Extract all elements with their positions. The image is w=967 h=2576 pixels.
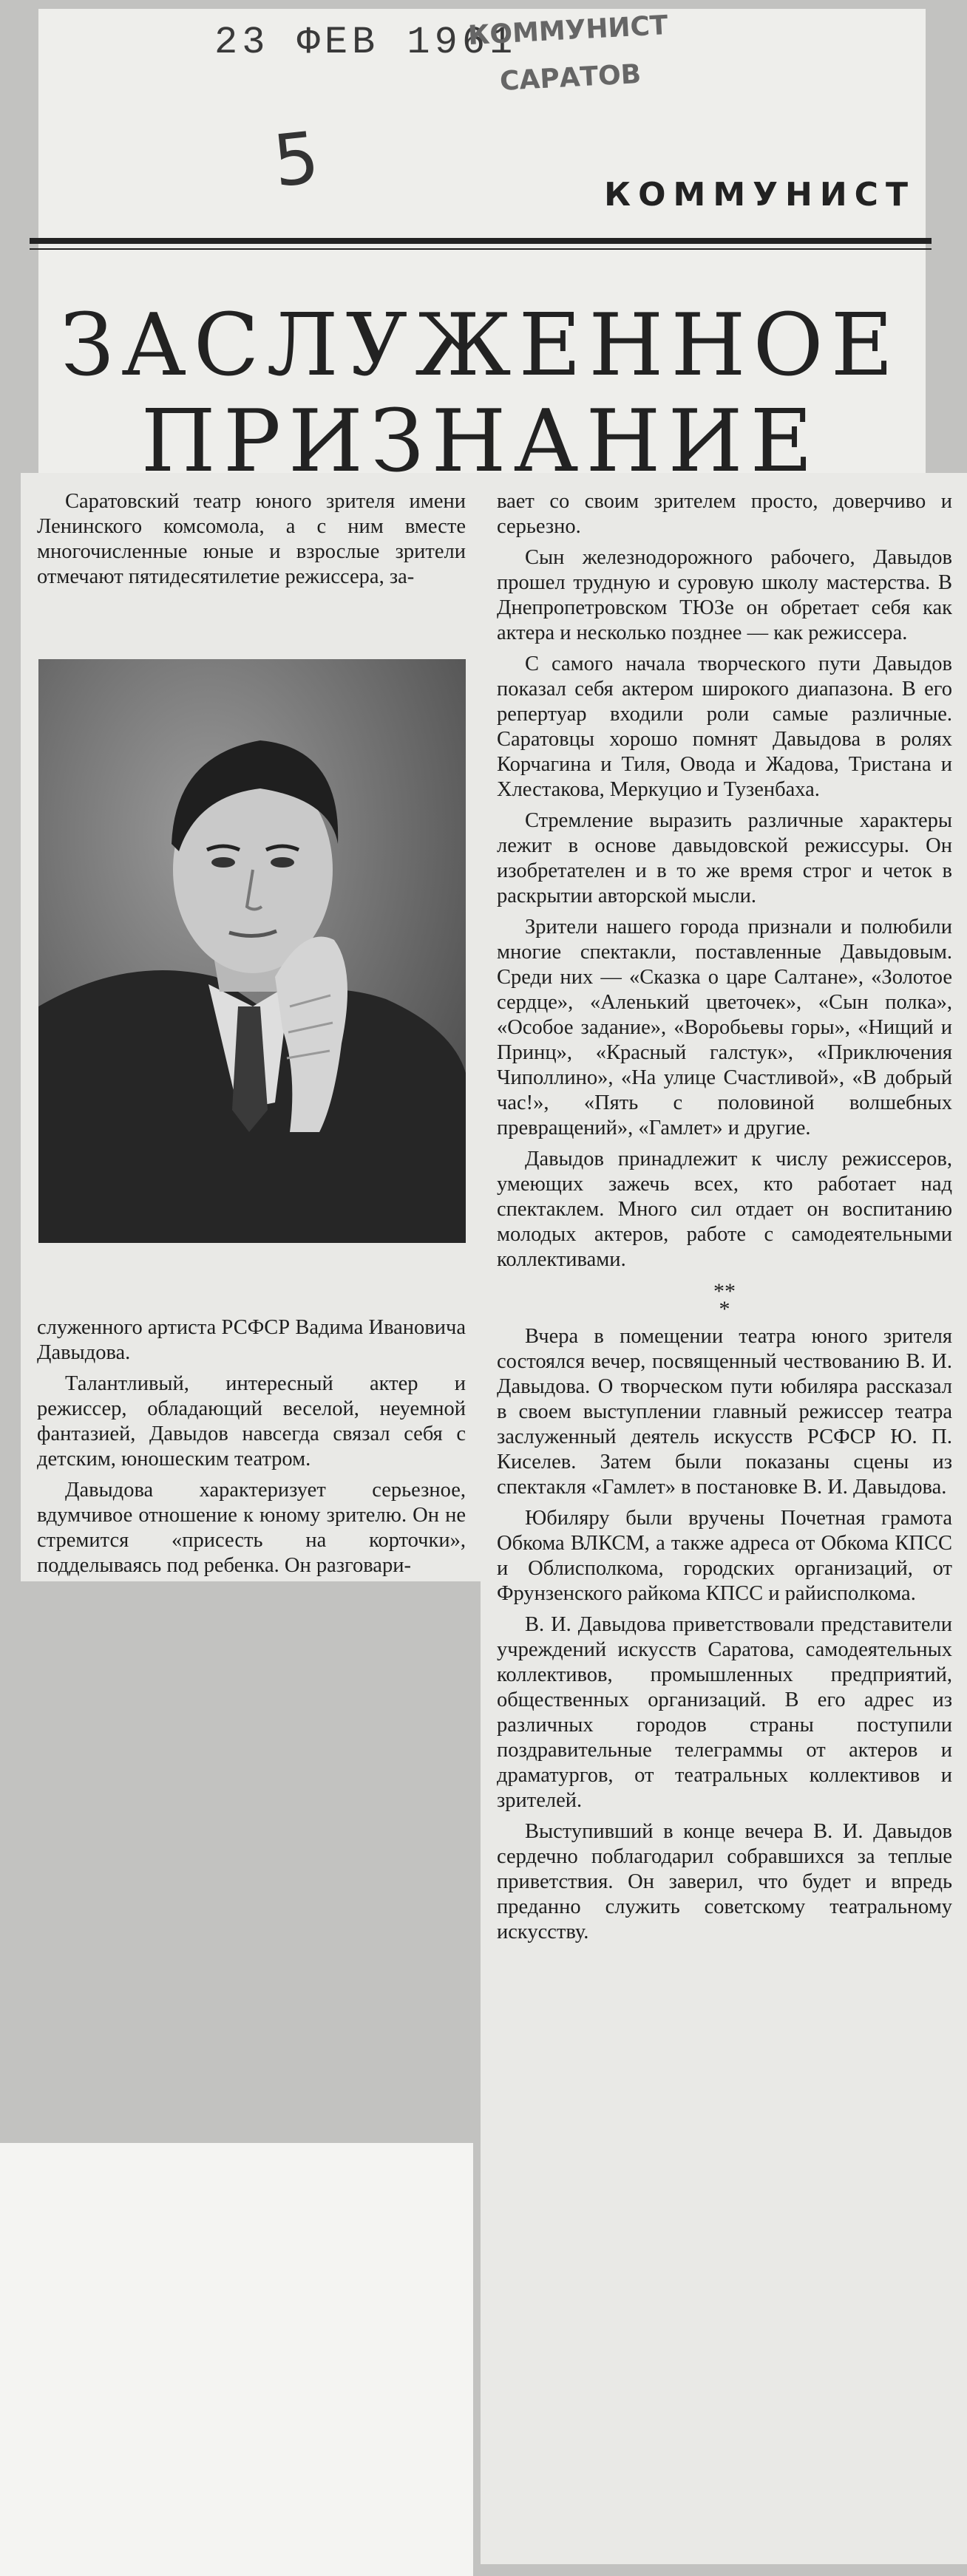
article-column-left-bottom: [37, 1315, 466, 1578]
article-paragraph: Давыдов принадлежит к числу режиссеров, умеющих зажечь всех, кто работает над спектаклем. Много сил отдает он воспитанию молодых актеров, работе с самодеятельными коллективами.: [497, 1148, 952, 1271]
headline-line-1: ЗАСЛУЖЕННОЕ: [60, 296, 901, 395]
article-paragraph: вает со своим зрителем просто, доверчиво и серьезно.: [497, 490, 952, 538]
article-paragraph: Вчера в помещении театра юного зрителя состоялся вечер, посвященный чествованию В. И. Давыдова. О творческом пути юбиляра рассказал в своем выступлении главный режиссер театра заслуженный деятель искусств РСФСР Ю. П. Киселев. Затем были показаны сцены из спектакля «Гамлет» в постановке В. И. Давыдова.: [497, 1325, 952, 1499]
headline-line-2: ПРИЗНАНИЕ: [140, 392, 821, 491]
article-paragraph: Юбиляру были вручены Почетная грамота Обкома ВЛКСМ, а также адреса от Обкома КПСС и Облисполкома, городских организаций, от Фрунзенского райкома КПСС и райисполкома.: [497, 1507, 952, 1605]
article-paragraph: Талантливый, интересный актер и режиссер, обладающий веселой, неуемной фантазией, Давыдов навсегда связал себя с детским, юношеским театром.: [37, 1372, 466, 1471]
section-separator: ** *: [713, 1279, 736, 1321]
archive-stamp-line2: САРАТОВ: [499, 58, 642, 97]
date-stamp: 23 ФЕВ 1961: [214, 21, 518, 64]
newspaper-masthead: КОММУНИСТ: [604, 176, 915, 214]
article-paragraph: Саратовский театр юного зрителя имени Ленинского комсомола, а с ним вместе многочисленные юные и взрослые зрители отмечают пятидесятилетие режиссера, за-: [37, 490, 466, 588]
blank-paper: [0, 2143, 473, 2576]
article-paragraph: С самого начала творческого пути Давыдов показал себя актером широкого диапазона. В его репертуар входили роли самые различные. Саратовцы хорошо помнят Давыдова в ролях Корчагина и Тиля, Овода и Жадова, Тристана и Хлестакова, Меркуцио и Тузенбаха.: [497, 652, 952, 801]
handwritten-page-number: 5: [269, 116, 323, 203]
article-paragraph: Давыдова характеризует серьезное, вдумчивое отношение к юному зрителю. Он не стремится «присесть на корточки», подделываясь под ребенка. Он разговари-: [37, 1479, 466, 1577]
article-paragraph: Стремление выразить различные характеры лежит в основе давыдовской режиссуры. Он изобретателен и в то же время строг и четок в раскрытии авторской мысли.: [497, 809, 952, 907]
masthead-rule-thin: [30, 248, 932, 250]
article-paragraph: Сын железнодорожного рабочего, Давыдов прошел трудную и суровую школу мастерства. В Днепропетровском ТЮЗе он обретает себя как актера и несколько позднее — как режиссера.: [497, 546, 952, 644]
article-column-right: [497, 489, 952, 1945]
masthead-rule: [30, 238, 932, 244]
article-column-left-top: [37, 489, 466, 590]
portrait-photo: [38, 659, 466, 1243]
article-paragraph: служенного артиста РСФСР Вадима Ивановича Давыдова.: [37, 1316, 466, 1364]
article-paragraph: Выступивший в конце вечера В. И. Давыдов сердечно поблагодарил собравшихся за теплые приветствия. Он заверил, что будет и впредь преданно служить советскому театральному искусству.: [497, 1820, 952, 1943]
archive-stamp-line1: КОММУНИСТ: [467, 10, 669, 52]
archive-stamp: [434, 1, 705, 109]
article-paragraph: Зрители нашего города признали и полюбили многие спектакли, поставленные Давыдовым. Среди них — «Сказка о царе Салтане», «Золотое сердце», «Аленький цветочек», «Сын полка», «Особое задание», «Воробьевы горы», «Нищий и Принц», «Красный галстук», «Приключения Чиполлино», «На улице Счастливой», «В добрый час!», «Пять с половиной волшебных превращений», «Гамлет» и другие.: [497, 916, 952, 1139]
article-paragraph: В. И. Давыдова приветствовали представители учреждений искусств Саратова, самодеятельных коллективов, промышленных предприятий, общественных организаций. В его адрес из различных городов страны поступили поздравительные телеграммы от актеров и драматургов, от театральных коллективов и зрителей.: [497, 1613, 952, 1812]
